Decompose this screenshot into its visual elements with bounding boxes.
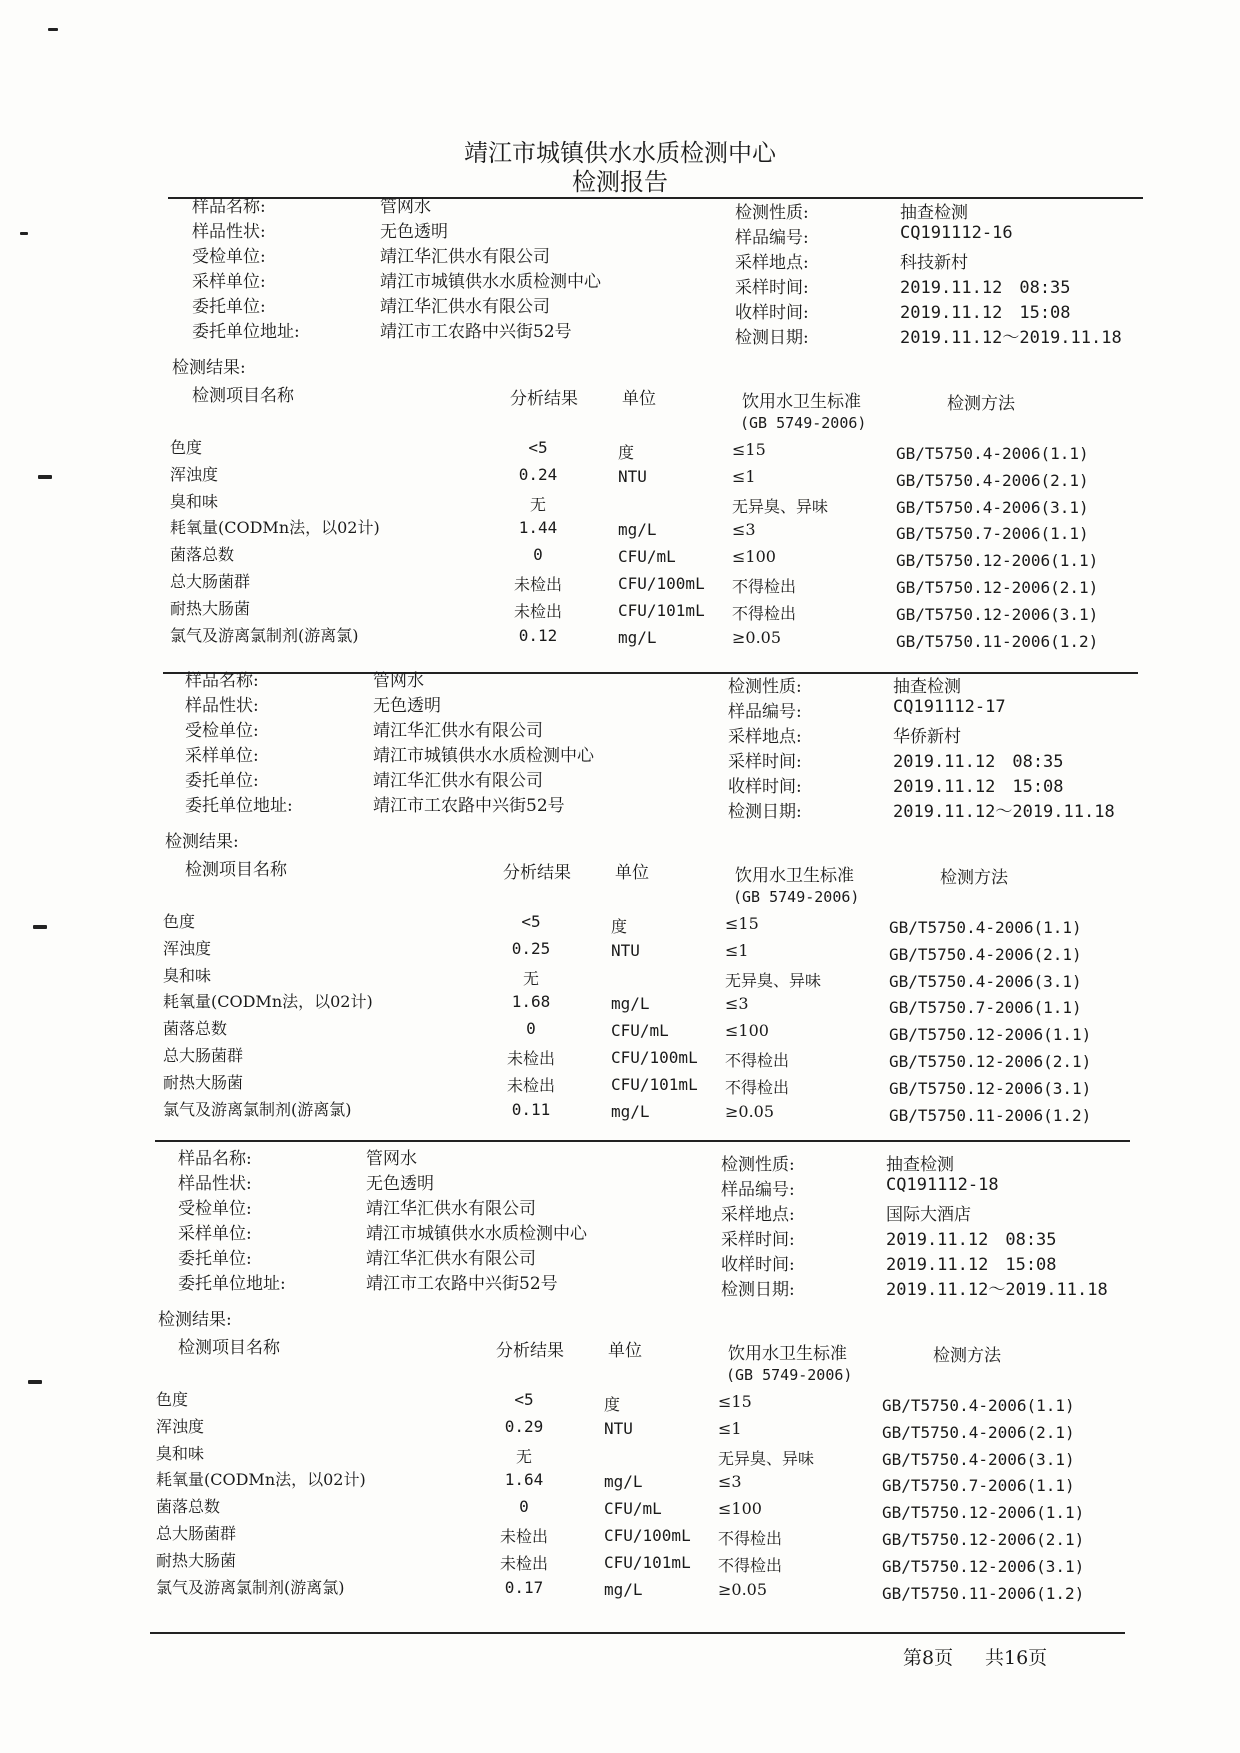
receive-time-value: 2019.11.12 15:08 bbox=[886, 1255, 1057, 1275]
row-method: GB/T5750.12-2006(2.1) bbox=[889, 1052, 1092, 1071]
row-standard: ≥0.05 bbox=[718, 1579, 768, 1599]
client-address-label: 委托单位地址: bbox=[178, 1274, 286, 1294]
report-org-title: 靖江市城镇供水水质检测中心 bbox=[464, 139, 776, 167]
sample-name-value: 管网水 bbox=[380, 197, 431, 217]
row-result: 0 bbox=[519, 1497, 529, 1517]
test-nature-label: 检测性质: bbox=[728, 677, 802, 697]
test-date-value: 2019.11.12～2019.11.18 bbox=[886, 1280, 1108, 1300]
row-standard: 无异臭、异味 bbox=[725, 970, 822, 990]
row-unit: CFU/101mL bbox=[618, 600, 705, 620]
row-item-name: 氯气及游离氯制剂(游离氯) bbox=[170, 625, 359, 645]
sampling-time-label: 采样时间: bbox=[721, 1230, 795, 1250]
sample-no-value: CQ191112-18 bbox=[886, 1175, 999, 1195]
row-standard: 无异臭、异味 bbox=[732, 496, 829, 516]
row-unit: CFU/100mL bbox=[618, 574, 705, 593]
row-standard: ≤3 bbox=[725, 994, 749, 1014]
row-result: 未检出 bbox=[506, 1049, 555, 1068]
col-header-standard: 饮用水卫生标准 bbox=[728, 1344, 847, 1364]
row-method: GB/T5750.12-2006(2.1) bbox=[882, 1530, 1085, 1549]
row-method: GB/T5750.4-2006(2.1) bbox=[889, 944, 1082, 964]
receive-time-label: 收样时间: bbox=[735, 303, 809, 323]
row-unit: NTU bbox=[604, 1418, 633, 1438]
row-result: 0.24 bbox=[518, 464, 558, 484]
row-method: GB/T5750.4-2006(2.1) bbox=[882, 1422, 1075, 1442]
col-header-unit: 单位 bbox=[622, 389, 656, 409]
sample-name-label: 样品名称: bbox=[192, 197, 266, 217]
row-unit: CFU/mL bbox=[604, 1499, 662, 1519]
row-item-name: 臭和味 bbox=[170, 491, 219, 511]
client-address-value: 靖江市工农路中兴街52号 bbox=[373, 796, 565, 816]
sampling-unit-value: 靖江市城镇供水水质检测中心 bbox=[366, 1224, 587, 1244]
test-nature-label: 检测性质: bbox=[721, 1155, 795, 1175]
col-header-result: 分析结果 bbox=[496, 1341, 564, 1361]
test-nature-label: 检测性质: bbox=[735, 203, 809, 223]
report-section-2 bbox=[0, 474, 1115, 1125]
row-standard: 不得检出 bbox=[732, 603, 797, 623]
row-unit: CFU/100mL bbox=[611, 1048, 698, 1067]
sample-no-label: 样品编号: bbox=[735, 228, 809, 248]
row-item-name: 色度 bbox=[156, 1390, 189, 1409]
sample-state-value: 无色透明 bbox=[380, 222, 448, 242]
row-standard: 不得检出 bbox=[725, 1051, 790, 1070]
row-unit: 度 bbox=[618, 443, 635, 462]
row-standard: 不得检出 bbox=[718, 1529, 783, 1548]
row-standard: 不得检出 bbox=[718, 1555, 783, 1575]
row-unit: 度 bbox=[611, 917, 628, 936]
row-unit: NTU bbox=[611, 940, 640, 960]
row-method: GB/T5750.12-2006(1.1) bbox=[896, 551, 1099, 571]
test-date-value: 2019.11.12～2019.11.18 bbox=[900, 328, 1122, 348]
sampling-unit-label: 采样单位: bbox=[178, 1224, 252, 1244]
row-unit: NTU bbox=[618, 466, 647, 486]
client-address-label: 委托单位地址: bbox=[192, 322, 300, 342]
row-method: GB/T5750.12-2006(1.1) bbox=[882, 1503, 1085, 1523]
row-result: 1.64 bbox=[504, 1470, 544, 1490]
col-header-standard-code: (GB 5749-2006) bbox=[733, 888, 860, 906]
results-label: 检测结果: bbox=[158, 1310, 232, 1330]
receive-time-value: 2019.11.12 15:08 bbox=[893, 777, 1064, 797]
sampling-site-label: 采样地点: bbox=[721, 1205, 795, 1225]
row-unit: CFU/100mL bbox=[604, 1526, 691, 1545]
row-item-name: 氯气及游离氯制剂(游离氯) bbox=[163, 1099, 352, 1119]
test-nature-value: 抽查检测 bbox=[893, 677, 961, 697]
col-header-result: 分析结果 bbox=[503, 863, 571, 883]
report-section-1 bbox=[0, 0, 1122, 651]
col-header-standard-code: (GB 5749-2006) bbox=[740, 414, 867, 432]
sampling-site-label: 采样地点: bbox=[735, 253, 809, 273]
row-method: GB/T5750.12-2006(3.1) bbox=[896, 604, 1099, 624]
test-nature-value: 抽查检测 bbox=[900, 203, 968, 223]
row-item-name: 总大肠菌群 bbox=[163, 1046, 244, 1065]
inspected-unit-label: 受检单位: bbox=[178, 1199, 252, 1219]
col-header-method: 检测方法 bbox=[933, 1346, 1001, 1366]
client-unit-value: 靖江华汇供水有限公司 bbox=[366, 1249, 536, 1269]
row-standard: ≤100 bbox=[725, 1021, 769, 1041]
row-method: GB/T5750.4-2006(3.1) bbox=[896, 497, 1089, 517]
row-item-name: 菌落总数 bbox=[163, 1019, 228, 1039]
row-method: GB/T5750.11-2006(1.2) bbox=[889, 1105, 1092, 1125]
test-date-label: 检测日期: bbox=[728, 802, 802, 822]
row-result: 0 bbox=[533, 545, 543, 565]
row-method: GB/T5750.7-2006(1.1) bbox=[889, 998, 1082, 1018]
test-date-label: 检测日期: bbox=[721, 1280, 795, 1300]
row-result: 0.17 bbox=[504, 1577, 544, 1597]
row-item-name: 耗氧量(CODMn法，以02计) bbox=[156, 1470, 366, 1490]
sampling-time-value: 2019.11.12 08:35 bbox=[900, 278, 1071, 298]
client-unit-label: 委托单位: bbox=[192, 297, 266, 317]
inspected-unit-value: 靖江华汇供水有限公司 bbox=[366, 1199, 536, 1219]
row-standard: 无异臭、异味 bbox=[718, 1448, 815, 1468]
row-method: GB/T5750.4-2006(1.1) bbox=[889, 918, 1082, 937]
sampling-site-value: 华侨新村 bbox=[893, 727, 961, 747]
report-subtitle: 检测报告 bbox=[572, 168, 668, 196]
row-standard: ≤15 bbox=[725, 914, 759, 933]
row-item-name: 总大肠菌群 bbox=[156, 1524, 237, 1543]
col-header-item: 检测项目名称 bbox=[185, 860, 287, 880]
row-item-name: 浑浊度 bbox=[156, 1416, 205, 1436]
row-result: 未检出 bbox=[513, 575, 562, 594]
row-standard: ≤1 bbox=[732, 466, 756, 486]
sampling-unit-label: 采样单位: bbox=[185, 746, 259, 766]
row-result: 无 bbox=[522, 968, 539, 988]
inspected-unit-label: 受检单位: bbox=[185, 721, 259, 741]
client-unit-value: 靖江华汇供水有限公司 bbox=[373, 771, 543, 791]
client-address-value: 靖江市工农路中兴街52号 bbox=[366, 1274, 558, 1294]
row-item-name: 耗氧量(CODMn法，以02计) bbox=[163, 992, 373, 1012]
row-item-name: 色度 bbox=[163, 912, 196, 931]
sampling-unit-value: 靖江市城镇供水水质检测中心 bbox=[373, 746, 594, 766]
sample-no-value: CQ191112-16 bbox=[900, 223, 1013, 243]
bottom-rule bbox=[150, 1632, 1125, 1634]
sampling-site-value: 国际大酒店 bbox=[886, 1205, 971, 1225]
page-number: 第8页 bbox=[903, 1647, 954, 1669]
row-standard: 不得检出 bbox=[732, 577, 797, 596]
row-standard: 不得检出 bbox=[725, 1077, 790, 1097]
row-unit: CFU/101mL bbox=[611, 1074, 698, 1094]
row-standard: ≥0.05 bbox=[732, 627, 782, 647]
row-result: 1.68 bbox=[511, 992, 551, 1012]
row-standard: ≤100 bbox=[718, 1499, 762, 1519]
sampling-time-value: 2019.11.12 08:35 bbox=[893, 752, 1064, 772]
row-method: GB/T5750.11-2006(1.2) bbox=[896, 631, 1099, 651]
sample-no-label: 样品编号: bbox=[728, 702, 802, 722]
sampling-site-label: 采样地点: bbox=[728, 727, 802, 747]
row-unit: CFU/mL bbox=[618, 547, 676, 567]
row-unit: mg/L bbox=[611, 994, 650, 1014]
inspected-unit-value: 靖江华汇供水有限公司 bbox=[373, 721, 543, 741]
row-item-name: 臭和味 bbox=[156, 1443, 205, 1463]
col-header-unit: 单位 bbox=[608, 1341, 642, 1361]
col-header-standard-code: (GB 5749-2006) bbox=[726, 1366, 853, 1384]
receive-time-label: 收样时间: bbox=[721, 1255, 795, 1275]
report-section-3 bbox=[0, 952, 1108, 1603]
sample-name-label: 样品名称: bbox=[185, 671, 259, 691]
row-standard: ≤1 bbox=[725, 940, 749, 960]
sample-no-value: CQ191112-17 bbox=[893, 697, 1006, 717]
sampling-time-value: 2019.11.12 08:35 bbox=[886, 1230, 1057, 1250]
row-item-name: 色度 bbox=[170, 438, 203, 457]
row-item-name: 浑浊度 bbox=[170, 464, 219, 484]
col-header-result: 分析结果 bbox=[510, 389, 578, 409]
row-unit: mg/L bbox=[618, 627, 657, 647]
test-date-label: 检测日期: bbox=[735, 328, 809, 348]
row-method: GB/T5750.7-2006(1.1) bbox=[896, 524, 1089, 544]
col-header-unit: 单位 bbox=[615, 863, 649, 883]
client-address-label: 委托单位地址: bbox=[185, 796, 293, 816]
col-header-method: 检测方法 bbox=[940, 868, 1008, 888]
sample-state-label: 样品性状: bbox=[185, 696, 259, 716]
row-result: 0.12 bbox=[518, 625, 558, 645]
row-method: GB/T5750.12-2006(1.1) bbox=[889, 1025, 1092, 1045]
row-result: <5 bbox=[528, 438, 548, 457]
row-result: 1.44 bbox=[518, 518, 558, 538]
row-result: 0.29 bbox=[504, 1416, 544, 1436]
receive-time-value: 2019.11.12 15:08 bbox=[900, 303, 1071, 323]
inspected-unit-label: 受检单位: bbox=[192, 247, 266, 267]
sample-state-value: 无色透明 bbox=[373, 696, 441, 716]
results-label: 检测结果: bbox=[165, 832, 239, 852]
row-unit: mg/L bbox=[604, 1579, 643, 1599]
row-unit: CFU/mL bbox=[611, 1021, 669, 1041]
test-nature-value: 抽查检测 bbox=[886, 1155, 954, 1175]
page-total: 共16页 bbox=[985, 1647, 1048, 1669]
receive-time-label: 收样时间: bbox=[728, 777, 802, 797]
row-item-name: 氯气及游离氯制剂(游离氯) bbox=[156, 1577, 345, 1597]
row-result: 0 bbox=[526, 1019, 536, 1039]
col-header-standard: 饮用水卫生标准 bbox=[735, 866, 854, 886]
client-unit-label: 委托单位: bbox=[178, 1249, 252, 1269]
row-item-name: 耗氧量(CODMn法，以02计) bbox=[170, 518, 380, 538]
sample-state-label: 样品性状: bbox=[192, 222, 266, 242]
sampling-time-label: 采样时间: bbox=[735, 278, 809, 298]
row-standard: ≥0.05 bbox=[725, 1101, 775, 1121]
row-method: GB/T5750.4-2006(1.1) bbox=[896, 444, 1089, 463]
sampling-time-label: 采样时间: bbox=[728, 752, 802, 772]
row-method: GB/T5750.4-2006(3.1) bbox=[882, 1449, 1075, 1469]
row-method: GB/T5750.4-2006(2.1) bbox=[896, 470, 1089, 490]
row-standard: ≤1 bbox=[718, 1418, 742, 1438]
row-result: 未检出 bbox=[506, 1075, 555, 1095]
row-result: 未检出 bbox=[513, 601, 562, 621]
sample-name-value: 管网水 bbox=[366, 1149, 417, 1169]
row-standard: ≤15 bbox=[732, 440, 766, 459]
row-result: 未检出 bbox=[499, 1553, 548, 1573]
client-unit-label: 委托单位: bbox=[185, 771, 259, 791]
row-item-name: 菌落总数 bbox=[156, 1497, 221, 1517]
row-standard: ≤100 bbox=[732, 547, 776, 567]
sampling-unit-value: 靖江市城镇供水水质检测中心 bbox=[380, 272, 601, 292]
row-item-name: 耐热大肠菌 bbox=[163, 1072, 244, 1092]
sample-name-value: 管网水 bbox=[373, 671, 424, 691]
row-method: GB/T5750.7-2006(1.1) bbox=[882, 1476, 1075, 1496]
inspected-unit-value: 靖江华汇供水有限公司 bbox=[380, 247, 550, 267]
row-item-name: 总大肠菌群 bbox=[170, 572, 251, 591]
row-method: GB/T5750.12-2006(2.1) bbox=[896, 578, 1099, 597]
row-unit: mg/L bbox=[618, 520, 657, 540]
row-method: GB/T5750.4-2006(3.1) bbox=[889, 971, 1082, 991]
test-date-value: 2019.11.12～2019.11.18 bbox=[893, 802, 1115, 822]
row-result: <5 bbox=[521, 912, 541, 931]
row-result: 无 bbox=[515, 1446, 532, 1466]
sampling-site-value: 科技新村 bbox=[900, 253, 968, 273]
col-header-method: 检测方法 bbox=[947, 394, 1015, 414]
row-item-name: 菌落总数 bbox=[170, 545, 235, 565]
row-method: GB/T5750.11-2006(1.2) bbox=[882, 1583, 1085, 1603]
row-item-name: 臭和味 bbox=[163, 965, 212, 985]
row-method: GB/T5750.12-2006(3.1) bbox=[882, 1556, 1085, 1576]
client-address-value: 靖江市工农路中兴街52号 bbox=[380, 322, 572, 342]
results-label: 检测结果: bbox=[172, 358, 246, 378]
row-result: 未检出 bbox=[499, 1527, 548, 1546]
client-unit-value: 靖江华汇供水有限公司 bbox=[380, 297, 550, 317]
col-header-item: 检测项目名称 bbox=[192, 386, 294, 406]
sample-state-label: 样品性状: bbox=[178, 1174, 252, 1194]
row-unit: 度 bbox=[604, 1395, 621, 1414]
row-result: 0.25 bbox=[511, 938, 551, 958]
row-standard: ≤15 bbox=[718, 1392, 752, 1411]
row-method: GB/T5750.4-2006(1.1) bbox=[882, 1396, 1075, 1415]
row-standard: ≤3 bbox=[718, 1472, 742, 1492]
row-unit: CFU/101mL bbox=[604, 1552, 691, 1572]
row-unit: mg/L bbox=[604, 1472, 643, 1492]
row-method: GB/T5750.12-2006(3.1) bbox=[889, 1078, 1092, 1098]
sample-name-label: 样品名称: bbox=[178, 1149, 252, 1169]
row-unit: mg/L bbox=[611, 1101, 650, 1121]
row-item-name: 浑浊度 bbox=[163, 938, 212, 958]
sample-state-value: 无色透明 bbox=[366, 1174, 434, 1194]
sampling-unit-label: 采样单位: bbox=[192, 272, 266, 292]
row-item-name: 耐热大肠菌 bbox=[156, 1550, 237, 1570]
row-result: <5 bbox=[514, 1390, 534, 1409]
row-result: 0.11 bbox=[511, 1099, 551, 1119]
row-item-name: 耐热大肠菌 bbox=[170, 598, 251, 618]
col-header-standard: 饮用水卫生标准 bbox=[742, 392, 861, 412]
row-standard: ≤3 bbox=[732, 520, 756, 540]
sample-no-label: 样品编号: bbox=[721, 1180, 795, 1200]
col-header-item: 检测项目名称 bbox=[178, 1338, 280, 1358]
row-result: 无 bbox=[529, 494, 546, 514]
